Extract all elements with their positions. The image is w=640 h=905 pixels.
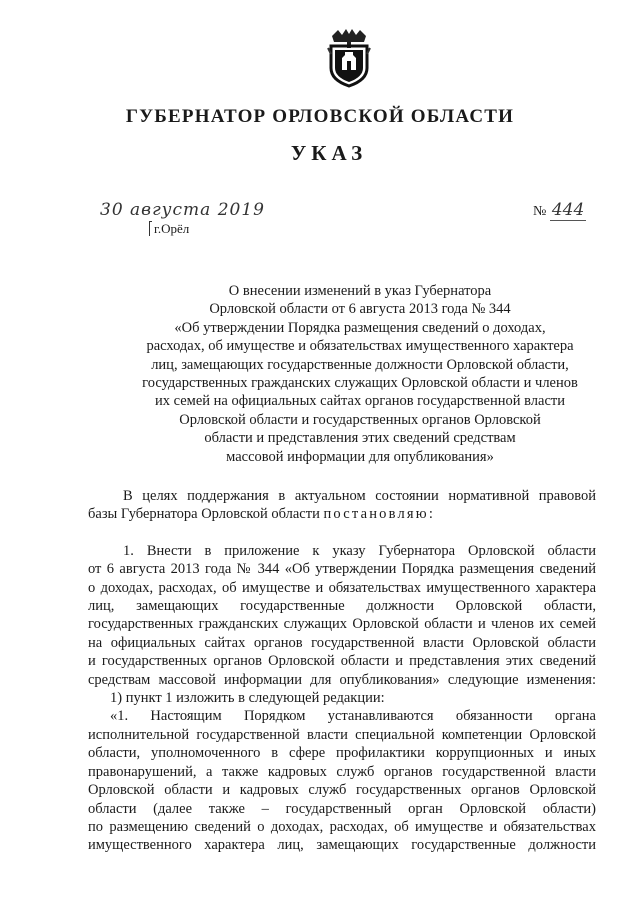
- preamble-line: В целях поддержания в актуальном состоянии нормативной правовой: [123, 488, 596, 504]
- spacer: [88, 524, 596, 542]
- item-line: о доходах, расходах, об имуществе и обязательствах имущественного характера: [88, 579, 596, 596]
- document-type-heading: УКАЗ: [290, 141, 368, 165]
- title-line: Орловской области и государственных органов Орловской: [179, 411, 541, 428]
- quote-line: «1. Настоящим Порядком устанавливаются обязанности органа: [110, 708, 596, 725]
- city-prefix: г.: [154, 221, 162, 236]
- preamble-text: базы Губернатора Орловской области: [88, 506, 324, 523]
- title-line: «Об утверждении Порядка размещения сведений о доходах,: [174, 319, 546, 336]
- subitem-line: 1) пункт 1 изложить в следующей редакции:: [110, 690, 385, 707]
- title-line: лиц, замещающих государственные должности Орловской области,: [151, 356, 569, 373]
- coat-of-arms-icon: [326, 28, 372, 88]
- title-line: расходах, об имуществе и обязательствах имущественного характера: [146, 338, 574, 355]
- quote-line: по размещению сведений о доходах, расходах, об имуществе и обязательствах: [88, 818, 596, 835]
- title-line: государственных гражданских служащих Орловской области и членов: [142, 375, 578, 392]
- handwritten-number: 444: [551, 200, 585, 220]
- item-line: на официальных сайтах органов государственной власти Орловской области: [88, 634, 596, 651]
- item-line: средствам массовой информации для опубликования» следующие изменения:: [88, 671, 596, 688]
- item-line: лиц, замещающих государственные должности Орловской области,: [88, 598, 596, 615]
- document-title: [70, 282, 640, 466]
- item-line: 1. Внести в приложение к указу Губернатора Орловской области: [123, 542, 596, 559]
- quote-line: области, уполномоченного в сфере профилактики коррупционных и иных: [88, 745, 596, 762]
- item-line: от 6 августа 2013 года № 344 «Об утверждении Порядка размещения сведений: [88, 561, 596, 578]
- title-line: О внесении изменений в указ Губернатора: [228, 283, 492, 299]
- number-label: №: [533, 204, 547, 219]
- city-line: [149, 221, 189, 237]
- quote-line: области (далее также – государственный орган Орловской области): [88, 800, 596, 817]
- item-line: государственных гражданских служащих Орловской области и членов их семей: [88, 616, 596, 633]
- handwritten-date: 30 августа 2019: [100, 200, 265, 220]
- preamble-colon: :: [428, 506, 433, 523]
- title-line: массовой информации для опубликования»: [226, 448, 494, 465]
- quote-line: Орловской области и кадровых служб государственных органов Орловской: [88, 782, 596, 799]
- title-line: их семей на официальных сайтах органов государственной власти: [154, 393, 566, 410]
- title-line: области и представления этих сведений средствам: [204, 430, 516, 447]
- title-line: Орловской области от 6 августа 2013 года № 344: [209, 301, 511, 318]
- quote-line: правонарушений, а также кадровых служб органов государственной власти: [88, 763, 596, 780]
- preamble-line: [88, 505, 596, 523]
- quote-line: исполнительной государственной власти специальной компетенции Орловской: [88, 726, 596, 743]
- bracket-mark: [149, 221, 152, 236]
- item-line: и государственных органов Орловской области и представления этих сведений: [88, 653, 596, 670]
- decree-verb: постановляю: [323, 506, 429, 523]
- document-body: [88, 487, 596, 855]
- authority-heading: ГУБЕРНАТОР ОРЛОВСКОЙ ОБЛАСТИ: [125, 106, 515, 127]
- document-number: [533, 200, 586, 220]
- quote-line: имущественного характера лиц, замещающих государственные должности: [88, 837, 596, 854]
- city-name: Орёл: [161, 221, 190, 236]
